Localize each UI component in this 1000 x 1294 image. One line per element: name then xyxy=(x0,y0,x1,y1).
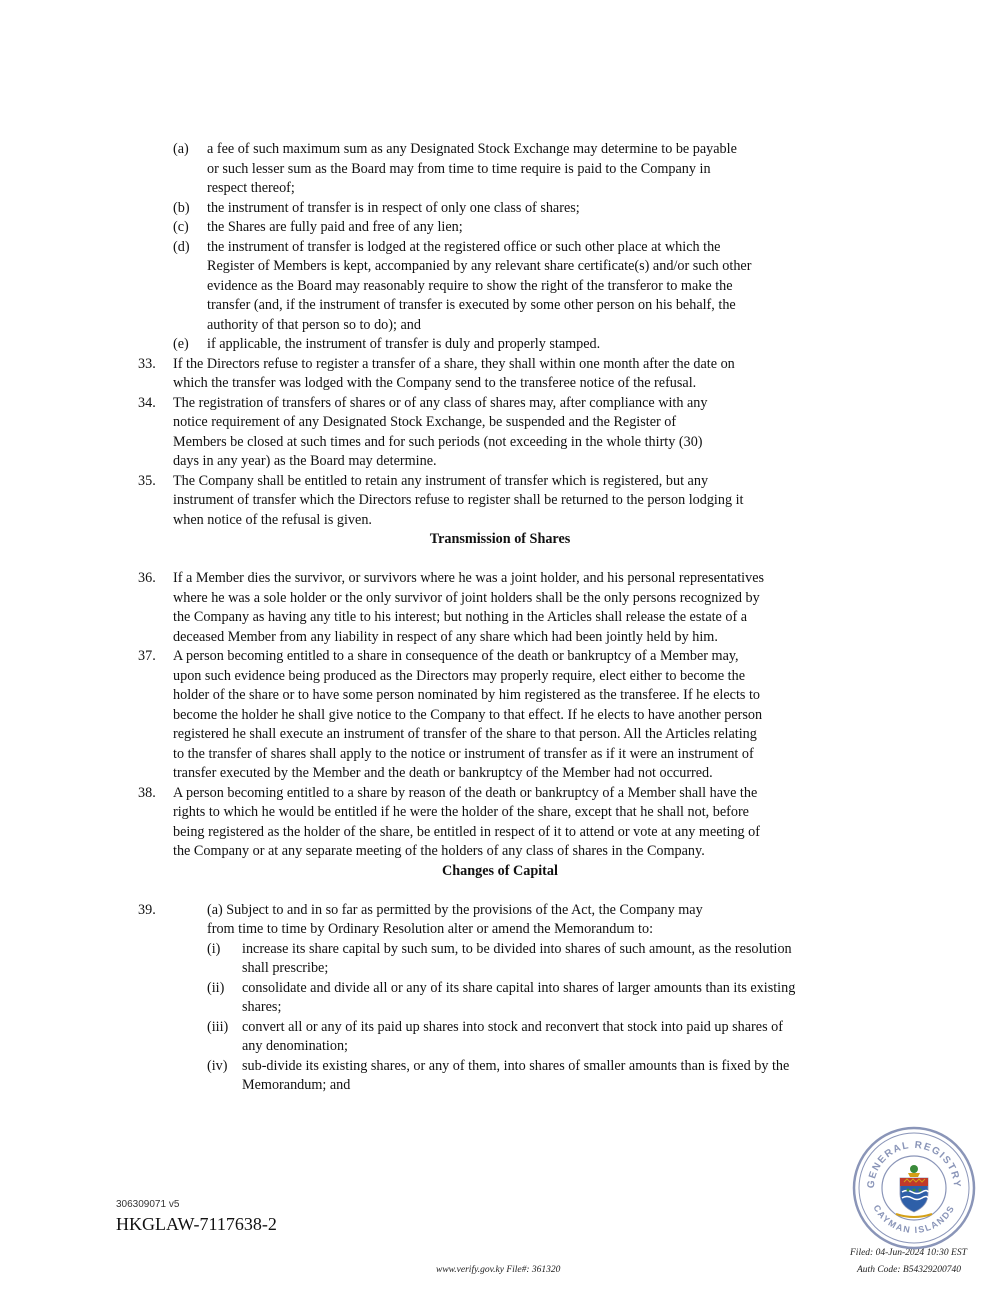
subitem-i-line-2: shall prescribe; xyxy=(242,960,329,976)
seal-top-text: GENERAL REGISTRY xyxy=(865,1139,963,1189)
subitem-ii-line-2: shares; xyxy=(242,999,282,1015)
filed-date: Filed: 04-Jun-2024 10:30 EST xyxy=(850,1248,967,1258)
item-e-line-1: if applicable, the instrument of transfer is duly and properly stamped. xyxy=(207,336,601,352)
document-id: HKGLAW-7117638-2 xyxy=(116,1214,277,1234)
item-d-label: (d) xyxy=(173,238,190,255)
item-a-line-1: a fee of such maximum sum as any Designated Stock Exchange may determine to be payable xyxy=(207,141,737,157)
subitem-iii-line-1: convert all or any of its paid up shares into stock and reconvert that stock into paid up shares of xyxy=(242,1018,783,1035)
general-registry-seal xyxy=(852,1126,976,1250)
seal-bottom-text: CAYMAN ISLANDS xyxy=(871,1203,957,1236)
clause-number: 34. xyxy=(138,394,156,411)
item-d-line-3: evidence as the Board may reasonably require to show the right of the transferor to make the xyxy=(207,277,733,294)
clause-39-intro-line-2: from time to time by Ordinary Resolution alter or amend the Memorandum to: xyxy=(207,921,654,937)
item-d-line-1: the instrument of transfer is lodged at the registered office or such other place at which the xyxy=(207,238,721,255)
subitem-iii-label: (iii) xyxy=(207,1018,229,1035)
item-d-line-2: Register of Members is kept, accompanied by any relevant share certificate(s) and/or such other xyxy=(207,258,752,274)
item-e-label: (e) xyxy=(173,336,189,352)
clause-line: notice requirement of any Designated Stock Exchange, be suspended and the Register of xyxy=(173,414,677,430)
item-a-label: (a) xyxy=(173,141,189,157)
clause-line: If a Member dies the survivor, or survivors where he was a joint holder, and his personal representatives xyxy=(173,570,765,586)
auth-code: Auth Code: B54329200740 xyxy=(857,1265,961,1275)
clause-number: 33. xyxy=(138,355,156,372)
clause-line: rights to which he would be entitled if he were the holder of the share, except that he shall not, before xyxy=(173,804,749,820)
subitem-ii-line-1: consolidate and divide all or any of its share capital into shares of larger amounts than its existing xyxy=(242,979,796,996)
heading-changes-of-capital: Changes of Capital xyxy=(442,862,558,879)
clause-number: 38. xyxy=(138,784,156,801)
subitem-i-label: (i) xyxy=(207,940,221,957)
subitem-i-line-1: increase its share capital by such sum, to be divided into shares of such amount, as the resolution xyxy=(242,940,792,957)
clause-line: holder of the share or to have some person nominated by him registered as the transferee. If he elects to xyxy=(173,687,760,703)
item-c-label: (c) xyxy=(173,219,189,235)
clause-line: registered he shall execute an instrument of transfer of the share to that person. All the Articles relating xyxy=(173,726,757,742)
clause-line: become the holder he shall give notice to the Company to that effect. If he elects to have another person xyxy=(173,706,763,723)
clause-line: being registered as the holder of the share, be entitled in respect of it to attend or vote at any meeting of xyxy=(173,823,761,840)
subitem-iv-label: (iv) xyxy=(207,1057,228,1074)
clause-line: Members be closed at such times and for such periods (not exceeding in the whole thirty (30) xyxy=(173,433,703,450)
clause-line: to the transfer of shares shall apply to the notice or instrument of transfer as if it were an instrument of xyxy=(173,745,754,762)
clause-line: If the Directors refuse to register a transfer of a share, they shall within one month after the date on xyxy=(173,355,735,372)
clause-line: A person becoming entitled to a share in consequence of the death or bankruptcy of a Member may, xyxy=(173,648,739,664)
clause-line: the Company or at any separate meeting of the holders of any class of shares in the Company. xyxy=(173,843,705,859)
item-b-line-1: the instrument of transfer is in respect of only one class of shares; xyxy=(207,199,580,216)
subitem-iv-line-2: Memorandum; and xyxy=(242,1077,351,1093)
document-version: 306309071 v5 xyxy=(116,1199,180,1210)
clause-line: transfer executed by the Member and the death or bankruptcy of the Member had not occurred. xyxy=(173,765,713,781)
clause-line: upon such evidence being produced as the Directors may properly require, elect either to become the xyxy=(173,667,746,684)
clause-line: where he was a sole holder or the only survivor of joint holders shall be the only persons recognized by xyxy=(173,589,760,606)
clause-line: when notice of the refusal is given. xyxy=(173,511,372,528)
verify-file-number: www.verify.gov.ky File#: 361320 xyxy=(436,1265,561,1275)
item-b-label: (b) xyxy=(173,199,190,216)
clause-number: 35. xyxy=(138,472,156,489)
item-d-line-4: transfer (and, if the instrument of transfer is executed by some other person on his behalf, the xyxy=(207,297,736,313)
clause-line: which the transfer was lodged with the Company send to the transferee notice of the refusal. xyxy=(173,375,697,391)
item-a-line-3: respect thereof; xyxy=(207,180,295,196)
clause-line: The Company shall be entitled to retain any instrument of transfer which is registered, but any xyxy=(173,472,709,489)
clause-line: The registration of transfers of shares or of any class of shares may, after compliance with any xyxy=(173,394,708,411)
clause-number: 37. xyxy=(138,648,156,664)
clause-number: 36. xyxy=(138,570,156,586)
clause-39-intro-line-1: (a) Subject to and in so far as permitted by the provisions of the Act, the Company may xyxy=(207,901,703,918)
clause-line: instrument of transfer which the Directors refuse to register shall be returned to the person lodging it xyxy=(173,492,744,508)
clause-line: A person becoming entitled to a share by reason of the death or bankruptcy of a Member shall have the xyxy=(173,784,758,801)
subitem-iv-line-1: sub-divide its existing shares, or any of them, into shares of smaller amounts than is fixed by the xyxy=(242,1057,790,1074)
clause-line: days in any year) as the Board may determine. xyxy=(173,453,437,469)
item-a-line-2: or such lesser sum as the Board may from time to time require is paid to the Company in xyxy=(207,160,711,177)
heading-transmission-of-shares: Transmission of Shares xyxy=(429,531,571,547)
clause-line: deceased Member from any liability in respect of any share which had been jointly held by him. xyxy=(173,628,718,645)
crest-icon xyxy=(896,1165,932,1217)
clause-number: 39. xyxy=(138,901,156,918)
item-c-line-1: the Shares are fully paid and free of any lien; xyxy=(207,219,463,235)
item-d-line-5: authority of that person so to do); and xyxy=(207,316,421,333)
subitem-iii-line-2: any denomination; xyxy=(242,1038,348,1054)
clause-line: the Company as having any title to his interest; but nothing in the Articles shall release the estate of a xyxy=(173,609,748,625)
subitem-ii-label: (ii) xyxy=(207,979,225,996)
